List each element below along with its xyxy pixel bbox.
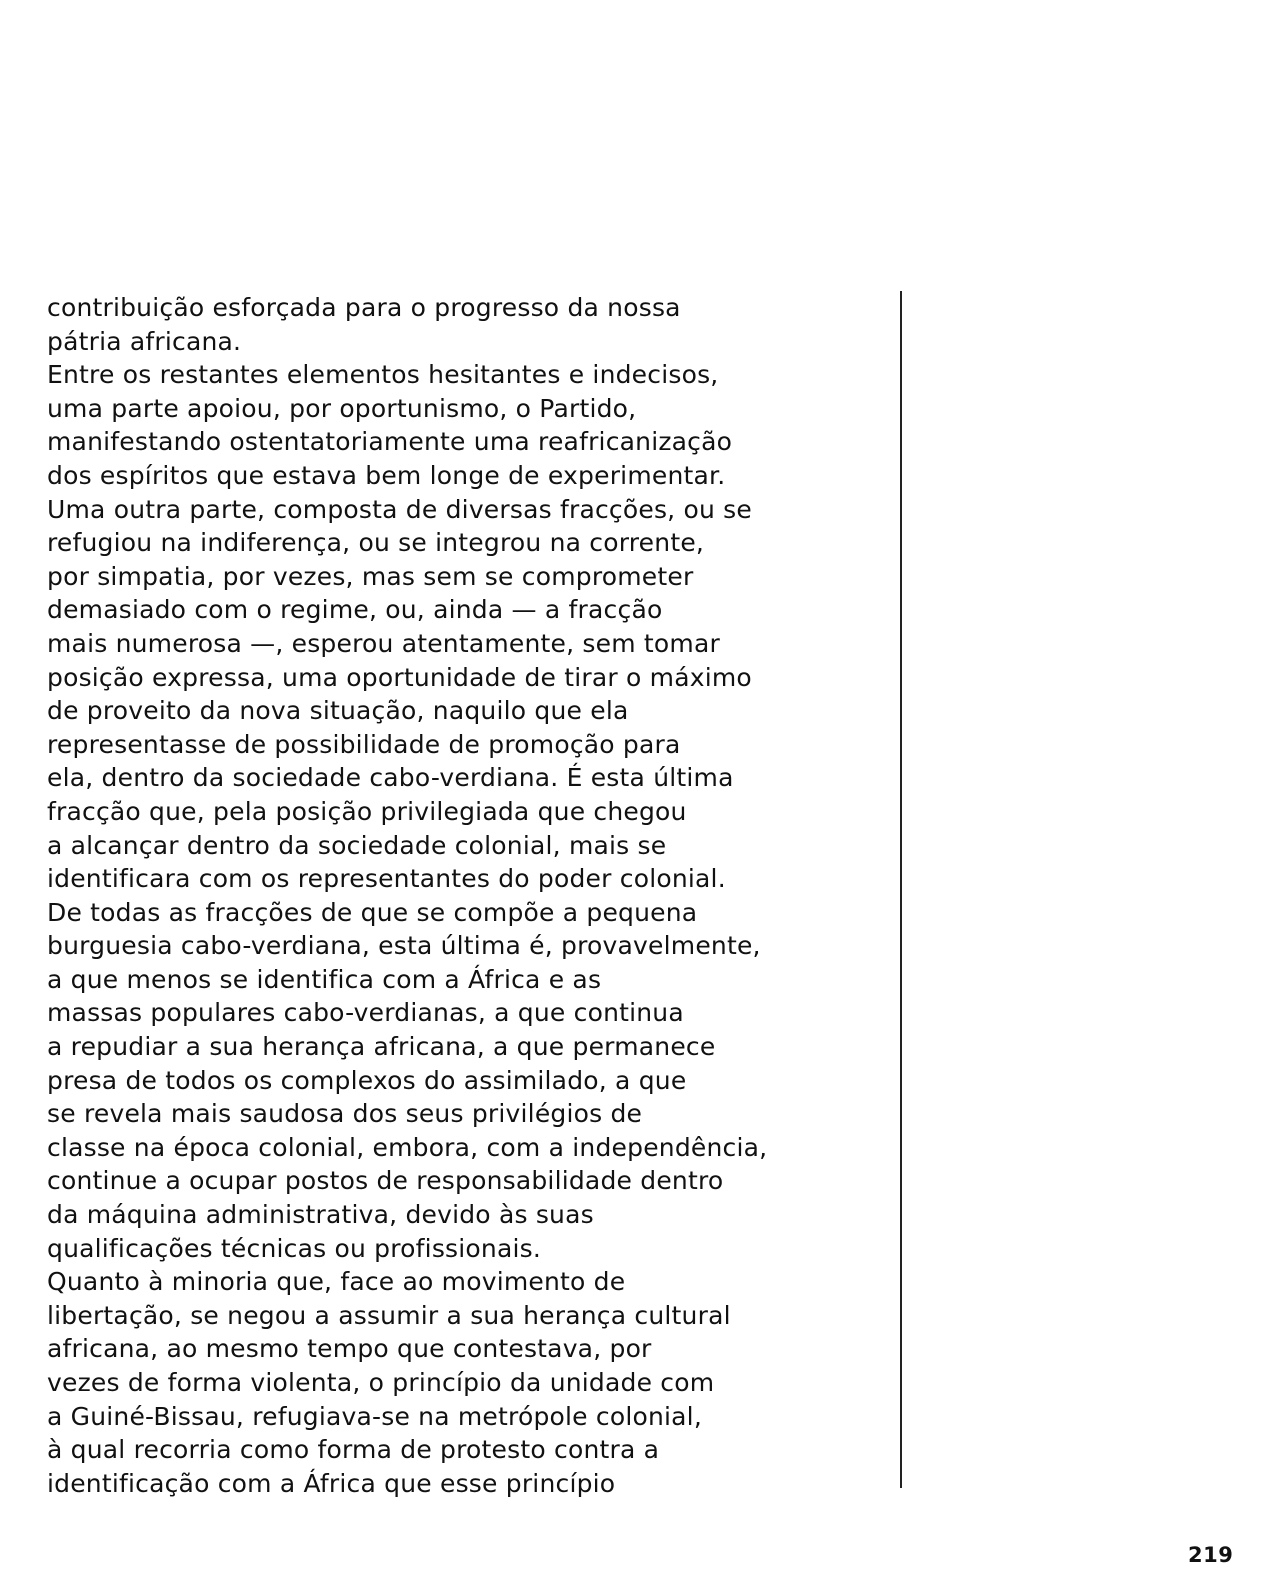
text-line: identificação com a África que esse princípio xyxy=(47,1468,616,1498)
text-line: dos espíritos que estava bem longe de experimentar. xyxy=(47,460,726,490)
text-line: Uma outra parte, composta de diversas fracções, ou se xyxy=(47,494,752,524)
page-number: 219 xyxy=(1188,1543,1234,1567)
text-line: posição expressa, uma oportunidade de tirar o máximo xyxy=(47,662,752,692)
text-line: qualificações técnicas ou profissionais. xyxy=(47,1233,541,1263)
text-line: se revela mais saudosa dos seus privilégios de xyxy=(47,1099,643,1129)
text-line: massas populares cabo-verdianas, a que continua xyxy=(47,998,684,1028)
margin-rule xyxy=(900,291,902,1488)
text-line: a alcançar dentro da sociedade colonial, mais se xyxy=(47,830,667,860)
text-line: à qual recorria como forma de protesto contra a xyxy=(47,1435,660,1465)
text-line: vezes de forma violenta, o princípio da unidade com xyxy=(47,1368,715,1397)
text-line: a repudiar a sua herança africana, a que permanece xyxy=(47,1032,716,1062)
text-line: africana, ao mesmo tempo que contestava, por xyxy=(47,1334,652,1364)
text-line: continue a ocupar postos de responsabilidade dentro xyxy=(47,1166,724,1196)
text-line: De todas as fracções de que se compõe a pequena xyxy=(47,897,698,927)
text-line: classe na época colonial, embora, com a independência, xyxy=(47,1132,768,1162)
text-line: demasiado com o regime, ou, ainda — a fracção xyxy=(47,595,663,625)
text-line: de proveito da nova situação, naquilo que ela xyxy=(47,696,629,726)
text-line: da máquina administrativa, devido às suas xyxy=(47,1200,594,1230)
text-line: manifestando ostentatoriamente uma reafricanização xyxy=(47,427,733,457)
text-line: mais numerosa —, esperou atentamente, sem tomar xyxy=(47,628,720,658)
text-line: libertação, se negou a assumir a sua herança cultural xyxy=(47,1300,731,1330)
text-line: a que menos se identifica com a África e as xyxy=(47,964,602,994)
text-line: pátria africana. xyxy=(47,326,242,356)
text-line: identificara com os representantes do poder colonial. xyxy=(47,864,726,894)
text-line: Quanto à minoria que, face ao movimento de xyxy=(47,1267,626,1297)
text-line: fracção que, pela posição privilegiada que chegou xyxy=(47,796,687,826)
text-line: a Guiné-Bissau, refugiava-se na metrópole colonial, xyxy=(47,1401,702,1431)
text-line: refugiou na indiferença, ou se integrou na corrente, xyxy=(47,528,705,558)
text-line: ela, dentro da sociedade cabo-verdiana. É esta última xyxy=(47,763,734,793)
text-line: por simpatia, por vezes, mas sem se comprometer xyxy=(47,561,694,591)
body-text xyxy=(47,291,887,1500)
text-line: uma parte apoiou, por oportunismo, o Partido, xyxy=(47,393,637,423)
text-line: representasse de possibilidade de promoção para xyxy=(47,729,681,759)
text-line: presa de todos os complexos do assimilado, a que xyxy=(47,1065,687,1095)
text-line: contribuição esforçada para o progresso da nossa xyxy=(47,293,681,322)
text-line: Entre os restantes elementos hesitantes e indecisos, xyxy=(47,360,719,390)
text-line: burguesia cabo-verdiana, esta última é, provavelmente, xyxy=(47,931,761,961)
